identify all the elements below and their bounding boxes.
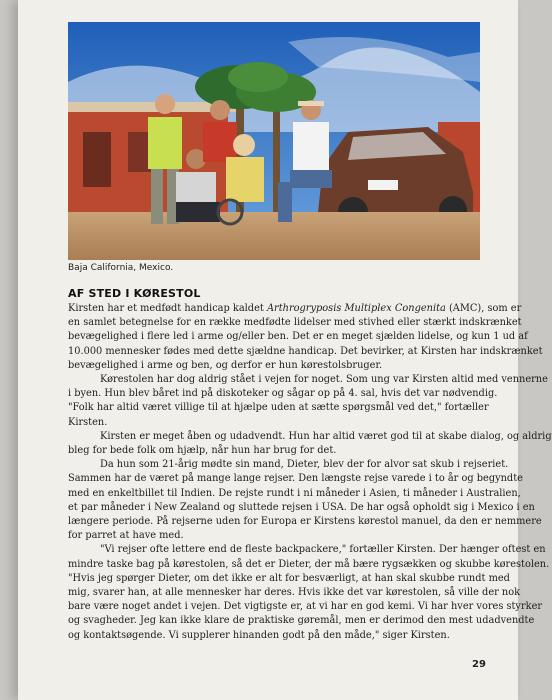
body-line: med en enkeltbillet til Indien. De rejste rundt i ni måneder i Asien, ti måneder i Australien, [68,487,521,499]
section-heading: AF STED I KØRESTOL [68,287,201,300]
body-line: Kirsten har et medfødt handicap kaldet Arthrogryposis Multiplex Congenita (AMC), som er [68,303,522,314]
body-line: bare være noget andet i vejen. Det vigtigste er, at vi har en god kemi. Vi har hver vores styrker [68,601,543,613]
body-line: for parret at have med. [68,530,184,542]
group-photo [68,22,480,260]
body-line: "Folk har altid været villige til at hjælpe uden at sætte spørgsmål ved det," fortæller [68,402,489,414]
body-line: længere periode. På rejserne uden for Europa er Kirstens kørestol manuel, da den er nemmere [68,516,542,528]
body-line: 10.000 mennesker fødes med dette sjældne handicap. Det bevirker, at Kirsten har indskrænket [68,345,543,357]
body-line: en samlet betegnelse for en række medfødte lidelser med stivhed eller stærkt indskrænket [68,317,522,329]
body-line: bleg for bede folk om hjælp, når hun har brug for det. [68,445,337,457]
body-line: bevægelighed i arme og ben, og derfor er hun kørestolsbruger. [68,359,383,371]
body-line: Kirsten. [68,416,108,428]
body-line: Kørestolen har dog aldrig stået i vejen for noget. Som ung var Kirsten altid med vennerne [100,374,548,386]
body-line: mig, svarer han, at alle mennesker har deres. Hvis ikke det var kørestolen, så ville der nok [68,587,521,599]
body-line: bevægelighed i flere led i arme og/eller ben. Det er en meget sjælden lidelse, og kun 1 ud af [68,331,528,343]
body-line: Da hun som 21-årig mødte sin mand, Dieter, blev der for alvor sat skub i rejseriet. [100,459,509,471]
body-line: "Vi rejser ofte lettere end de fleste backpackere," fortæller Kirsten. Der hænger oftest en [100,544,546,556]
page-number: 29 [472,659,486,670]
body-line: Kirsten er meget åben og udadvendt. Hun har altid været god til at skabe dialog, og aldrig [100,430,552,442]
body-line: Sammen har de været på mange lange rejser. Den længste rejse varede i to år og begyndte [68,473,523,485]
body-line: i byen. Hun blev båret ind på diskoteker og sågar op på 4. sal, hvis det var nødvendig. [68,388,498,400]
body-line: og svagheder. Jeg kan ikke klare de praktiske gøremål, men er derimod den mest udadvendte [68,615,535,627]
body-line: et par måneder i New Zealand og sluttede rejsen i USA. De har også opholdt sig i Mexico i en [68,501,535,513]
magazine-page [18,0,552,700]
body-line: og kontaktsøgende. Vi supplerer hinanden godt på den måde," siger Kirsten. [68,629,450,641]
photo-illustration [68,22,480,260]
body-line: "Hvis jeg spørger Dieter, om det ikke er alt for besværligt, at han skal skubbe rundt med [68,572,510,584]
body-line: mindre taske bag på kørestolen, så det er Dieter, der må bære rygsækken og skubbe kørestolen. [68,558,550,570]
article-body [68,302,552,643]
photo-caption: Baja California, Mexico. [68,263,174,273]
